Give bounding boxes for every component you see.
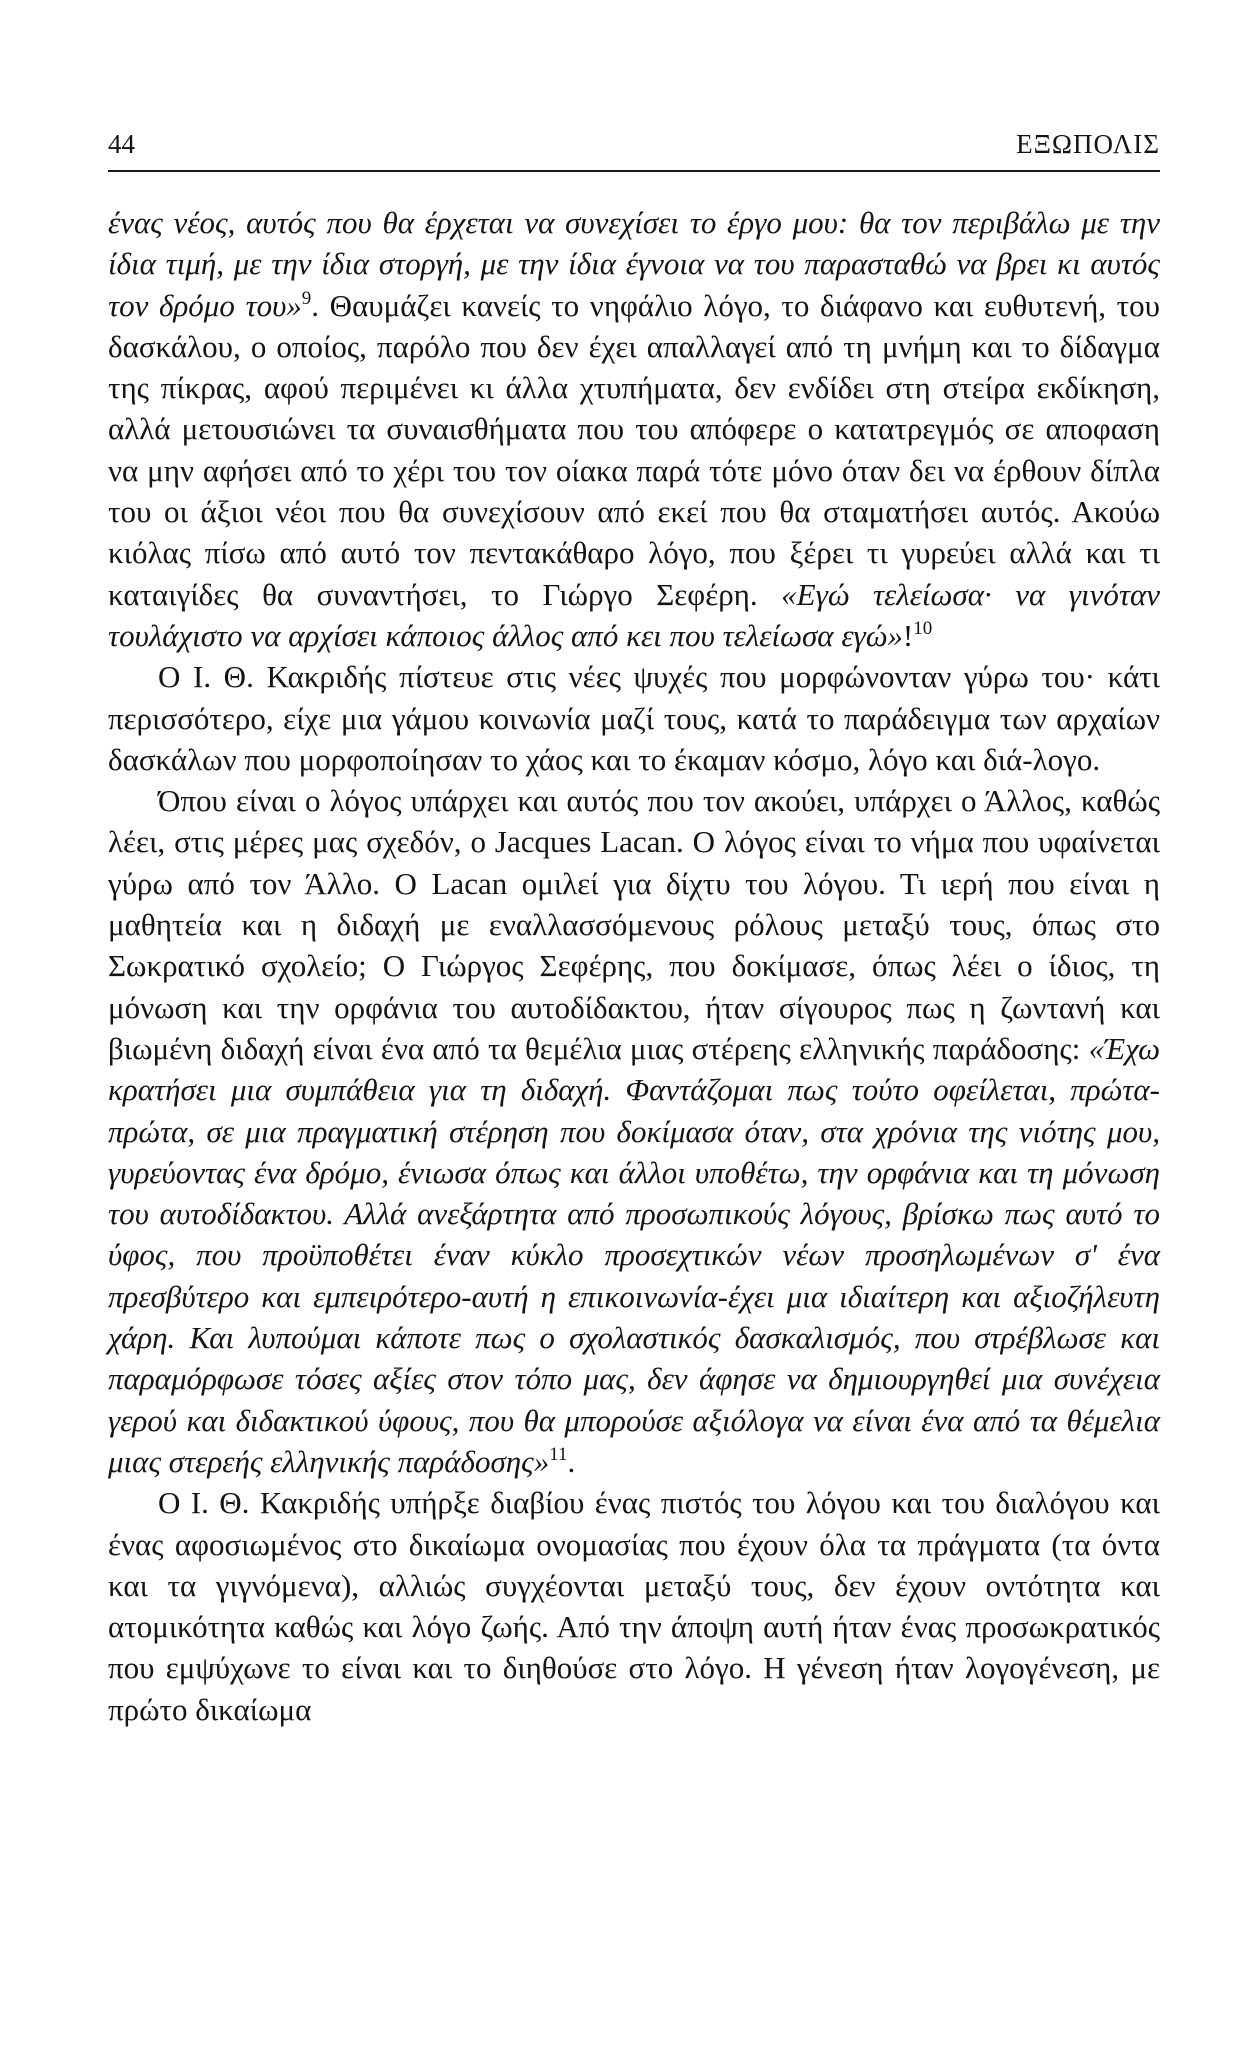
quoted-text: ένας νέος, αυτός που θα έρχεται να συνεχίσει το έργο μου: θα τον περιβάλω με την ίδια τιμή, με την ίδια στοργή, με την ίδια έγνοια να του παρασταθώ να βρει κι αυτός τον δρόμο του» [108,205,1160,323]
paragraph [108,1482,1160,1730]
header-rule [108,170,1160,172]
body-text [108,202,1160,1730]
paragraph [108,202,1160,656]
quoted-text: «Εγώ τελείωσα· να γινόταν τουλάχιστο να αρχίσει κάποιος άλλος από κει που τελείωσα εγώ» [108,576,1160,653]
running-title: ΕΞΩΠΟΛΙΣ [1016,129,1160,159]
paragraph [108,656,1160,780]
body-span: ! [902,617,914,653]
body-span: Ο Ι. Θ. Κακριδής υπήρξε διαβίου ένας πιστός του λόγου και του διαλόγου και ένας αφοσιωμένος στο δικαίωμα ονομασίας που έχουν όλα τα πράγματα (τα όντα και τα γιγνόμενα), αλλιώς συγχέονται μεταξύ τους, δεν έχουν οντότητα και ατομικότητα καθώς και λόγο ζωής. Από την άποψη αυτή ήταν ένας προσωκρατικός που εμψύχωνε το είναι και το διηθούσε στο λόγο. Η γένεση ήταν λογογένεση, με πρώτο δικαίωμα [108,1485,1160,1727]
quoted-text: «Έχω κρατήσει μια συμπάθεια για τη διδαχή. Φαντάζομαι πως τούτο οφείλεται, πρώτα-πρώτα, σε μια πραγματική στέρηση που δοκίμασα όταν, στα χρόνια της νιότης μου, γυρεύοντας ένα δρόμο, ένιωσα όπως και άλλοι υποθέτω, την ορφάνια και τη μόνωση του αυτοδίδακτου. Αλλά ανεξάρτητα από προσωπικούς λόγους, βρίσκω πως αυτό το ύφος, που προϋποθέτει έναν κύκλο προσεχτικών νέων προσηλωμένων σ' ένα πρεσβύτερο και εμπειρότερο-αυτή η επικοινωνία-έχει μια ιδιαίτερη και αξιοζήλευτη χάρη. Και λυπούμαι κάποτε πως ο σχολαστικός δασκαλισμός, που στρέβλωσε και παραμόρφωσε τόσες αξίες στον τόπο μας, δεν άφησε να δημιουργηθεί μια συνέχεια γερού και διδακτικού ύφους, που θα μπορούσε αξιόλογα να είναι ένα από τα θέμελια μιας στερεής ελληνικής παράδοσης» [108,1030,1160,1479]
paragraph [108,780,1160,1482]
footnote-ref: 10 [913,617,933,639]
footnote-ref: 11 [549,1443,568,1465]
page-number: 44 [108,129,135,159]
body-span: . Θαυμάζει κανείς το νηφάλιο λόγο, το διάφανο και ευθυτενή, του δασκάλου, ο οποίος, παρόλο που δεν έχει απαλλαγεί από τη μνήμη και το δίδαγμα της πίκρας, αφού περιμένει κι άλλα χτυπήματα, δεν ενδίδει στη στείρα εκδίκηση, αλλά μετουσιώνει τα συναισθήματα που του απόφερε ο κατατρεγμός σε αποφαση να μην αφήσει από το χέρι του τον οίακα παρά τότε μόνο όταν δει να έρθουν δίπλα του οι άξιοι νέοι που θα συνεχίσουν από εκεί που θα σταματήσει αυτός. Ακούω κιόλας πίσω από αυτό τον πεντακάθαρο λόγο, που ξέρει τι γυρεύει αλλά και τι καταιγίδες θα συναντήσει, το Γιώργο Σεφέρη. [108,287,1160,612]
footnote-ref: 9 [301,287,312,309]
body-span: . [567,1443,576,1479]
body-span: Ο Ι. Θ. Κακριδής πίστευε στις νέες ψυχές που μορφώνονταν γύρω του· κάτι περισσότερο, είχε μια γάμου κοινωνία μαζί τους, κατά το παράδειγμα των αρχαίων δασκάλων που μορφοποίησαν το χάος και το έκαμαν κόσμο, λόγο και διά-λογο. [108,659,1160,777]
body-span: Όπου είναι ο λόγος υπάρχει και αυτός που τον ακούει, υπάρχει ο Άλλος, καθώς λέει, στις μέρες μας σχεδόν, ο Jacques Lacan. Ο λόγος είναι το νήμα που υφαίνεται γύρω από τον Άλλο. Ο Lacan ομιλεί για δίχτυ του λόγου. Τι ιερή που είναι η μαθητεία και η διδαχή με εναλλασσόμενους ρόλους μεταξύ τους, όπως στο Σωκρατικό σχολείο; Ο Γιώργος Σεφέρης, που δοκίμασε, όπως λέει ο ίδιος, τη μόνωση και την ορφάνια του αυτοδίδακτου, ήταν σίγουρος πως η ζωντανή και βιωμένη διδαχή είναι ένα από τα θεμέλια μιας στέρεης ελληνικής παράδοσης: [108,783,1160,1066]
